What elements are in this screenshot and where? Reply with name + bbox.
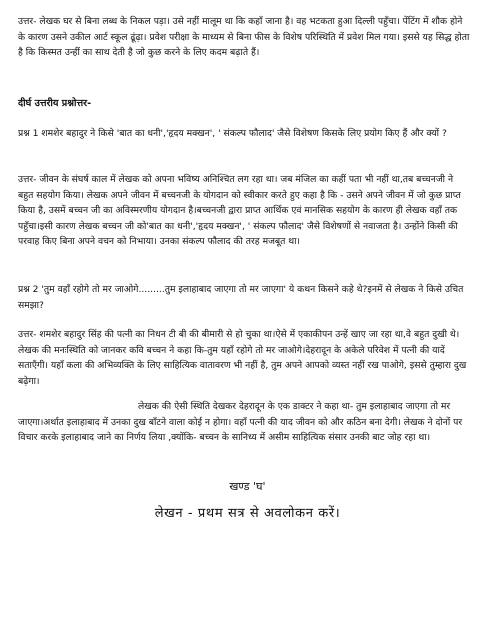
- section-heading: दीर्घ उत्तरीय प्रश्नोत्तर-: [18, 98, 92, 109]
- question-1: प्रश्न 1 शमशेर बहादुर ने किसे 'बात का धनी','हृदय मक्खन', ' संकल्प फौलाद' जैसे विशेषण किसके लिए प्रयोग किए हैं और क्यों ?: [18, 128, 447, 139]
- answer-1: उत्तर- जीवन के संघर्ष काल में लेखक को अपना भविष्य अनिश्चित लग रहा था। जब मंजिल का कहीं पता भी नहीं था,तब बच्चनजी ने बहुत सहयोग किया। लेखक अपने जीवन में बच्चनजी के योगदान को स्वीकार करते हुए कहा है कि - उसने अपने जीवन में जो कुछ प्राप्त किया है, उसमें बच्चन जी का अविस्मरणीय योगदान है।बच्चनजी द्वारा प्राप्त आर्थिक एवं मानसिक सहयोग के कारण ही लेखक वहाँ तक पहुँचा।इसी कारण लेखक बच्चन जी को'बात का धनी','हृदय मक्खन', ' संकल्प फौलाद' जैसे विशेषणों से नवाजता है। उन्होंने किसी की परवाह किए बिना अपने वचन को निभाया। उनका संकल्प फौलाद की तरह मजबूत था।: [18, 174, 461, 247]
- khand-subtitle: लेखन - प्रथम सत्र से अवलोकन करें।: [154, 506, 341, 521]
- answer-2: उत्तर- शमशेर बहादुर सिंह की पत्नी का निधन टी बी की बीमारी से हो चुका था।ऐसे में एकाकीपन उन्हें खाए जा रहा था,वे बहुत दुखी थे। लेखक की मनःस्थिति को जानकर कवि बच्चन ने कहा कि-तुम यहाँ रहोगे तो मर जाओगे।देहरादून के अकेले परिवेश में पत्नी की यादें सताएँगी। यहाँ कला की अभिव्यक्ति के लिए साहित्यिक वातावरण भी नहीं है, तुम अपने आपको व्यस्त नहीं रख पाओगे, इससे तुम्हारा दुख बढ़ेगा।: [18, 329, 467, 387]
- khand-title: खण्ड 'घ': [229, 480, 266, 493]
- answer-2-continued: लेखक की ऐसी स्थिति देखकर देहरादून के एक डाक्टर ने कहा था- तुम इलाहाबाद जाएगा तो मर जाएगा।अर्थात इलाहाबाद में उनका दुख बाँटने वाला कोई न होगा। वहाँ पत्नी की याद जीवन को और कठिन बना देगी। लेखक ने दोनों पर विचार करके इलाहाबाद जाने का निर्णय लिया ,क्योंकि- बच्चन के सानिध्य में असीम साहित्यिक संसार उनकी बाट जोह रहा था।: [18, 401, 463, 443]
- intro-answer-paragraph: उत्तर- लेखक घर से बिना लब्ध के निकल पड़ा। उसे नहीं मालूम था कि कहाँ जाना है। वह भटकता हुआ दिल्ली पहुँचा। पेंटिंग में शौक होने के कारण उसने उकील आर्ट स्कूल ढूंढ़ा। प्रवेश परीक्षा के माध्यम से बिना फीस के विशेष परिस्थिति में प्रवेश मिल गया। इससे यह सिद्ध होता है कि किस्मत उन्हीं का साथ देती है जो कुछ करने के लिए कदम बढ़ाते हैं।: [18, 16, 470, 58]
- question-2: प्रश्न 2 'तुम वहाँ रहोगे तो मर जाओगे.........तुम इलाहाबाद जाएगा तो मर जाएगा' ये कथन किसने कहे थे?इनमें से लेखक ने किसे उचित समझा?: [18, 284, 464, 311]
